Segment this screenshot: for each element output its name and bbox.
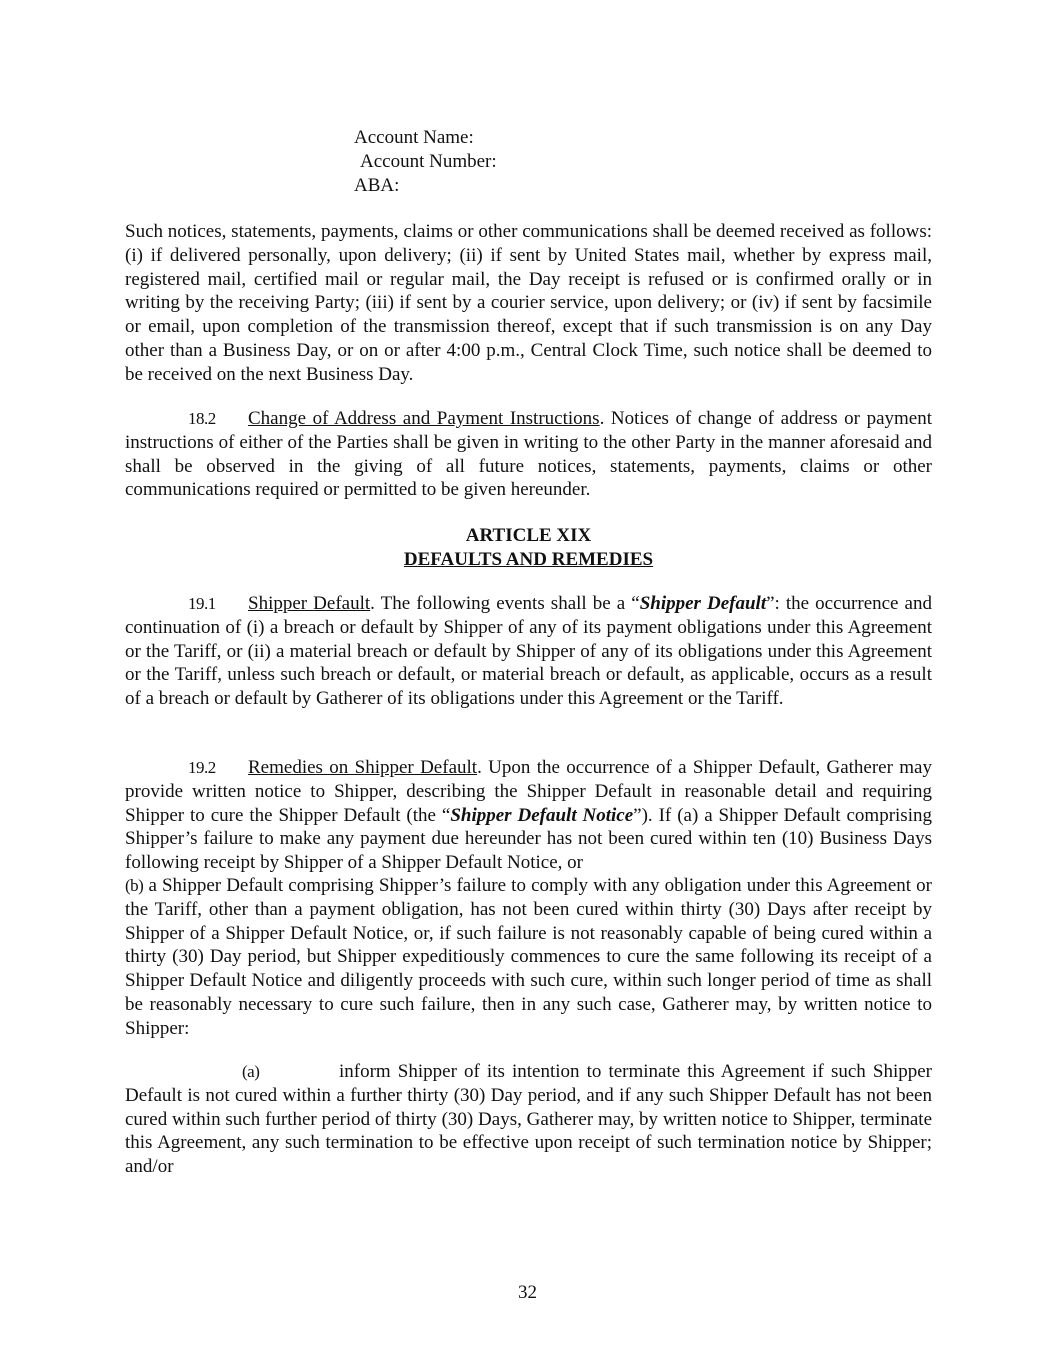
section-number: 19.1	[188, 594, 216, 613]
notices-paragraph: Such notices, statements, payments, claims or other communications shall be deemed received as follows: (i) if delivered personally, upon delivery; (ii) if sent by United States mail, whether by express mail, registered mail, certified mail or regular mail, the Day receipt is refused or is confirmed orally or in writing by the receiving Party; (iii) if sent by a courier service, upon delivery; or (iv) if sent by facsimile or email, upon completion of the transmission thereof, except that if such transmission is on any Day other than a Business Day, or on or after 4:00 p.m., Central Clock Time, such notice shall be deemed to be received on the next Business Day.	[125, 221, 932, 385]
section-18-2	[125, 407, 932, 502]
account-details-block	[354, 126, 497, 198]
section-heading: Remedies on Shipper Default	[248, 757, 478, 778]
section-number: 19.2	[188, 758, 216, 777]
defined-term: Shipper Default	[639, 593, 767, 614]
subsection-label: (a)	[242, 1062, 260, 1081]
section-body-start: . The following events shall be a “	[370, 593, 640, 614]
subsection-a	[125, 1060, 932, 1179]
account-number-label: Account Number:	[360, 151, 497, 172]
account-name-label: Account Name:	[354, 127, 474, 148]
section-19-1	[125, 592, 932, 711]
article-heading: DEFAULTS AND REMEDIES	[403, 548, 654, 570]
clause-b-body: a Shipper Default comprising Shipper’s failure to comply with any obligation under this Agreement or the Tariff, other than a payment obligation, has not been cured within thirty (30) Days after receipt by Shipper of a Shipper Default Notice, or, if such failure is not reasonably capable of being cured within a thirty (30) Day period, but Shipper expeditiously commences to cure the same following its receipt of a Shipper Default Notice and diligently proceeds with such cure, within such longer period of time as shall be reasonably necessary to cure such failure, then in any such case, Gatherer may, by written notice to Shipper:	[125, 875, 932, 1039]
article-title: ARTICLE XIX	[465, 525, 592, 546]
section-19-2-continuation	[125, 874, 932, 1041]
defined-term: Shipper Default Notice	[450, 804, 634, 826]
section-body-start: . Upon the occurrence of a Shipper Default, Gatherer may provide written notice to Shipper, describing the Shipper Default in reasonable detail and requiring Shipper to cure the Shipper Default (the “	[125, 757, 932, 826]
article-header	[125, 524, 932, 572]
section-heading: Shipper Default	[248, 593, 371, 614]
aba-label: ABA:	[354, 175, 400, 196]
section-body-end: ”: the occurrence and continuation of (i) a breach or default by Shipper of any of its payment obligations under this Agreement or the Tariff, or (ii) a material breach or default by Shipper of any of its obligations under this Agreement or the Tariff, unless such breach or default, or material breach or default, as applicable, occurs as a result of a breach or default by Gatherer of its obligations under this Agreement or the Tariff.	[125, 593, 932, 710]
clause-b-label: (b)	[125, 876, 144, 895]
section-number: 18.2	[188, 409, 216, 428]
section-heading: Change of Address and Payment Instructions	[248, 408, 600, 429]
subsection-body: inform Shipper of its intention to terminate this Agreement if such Shipper Default is not cured within a further thirty (30) Day period, and if any such Shipper Default has not been cured within such further period of thirty (30) Days, Gatherer may, by written notice to Shipper, terminate this Agreement, any such termination to be effective upon receipt of such termination notice by Shipper; and/or	[125, 1061, 932, 1178]
section-body-middle: ”). If (a) a Shipper Default comprising Shipper’s failure to make any payment due hereunder has not been cured within ten (10) Business Days following receipt by Shipper of a Shipper Default Notice, or	[125, 804, 932, 874]
section-body: . Notices of change of address or payment instructions of either of the Parties shall be given in writing to the other Party in the manner aforesaid and shall be observed in the giving of all future notices, statements, payments, claims or other communications required or permitted to be given hereunder.	[125, 408, 932, 501]
section-19-2	[125, 756, 932, 875]
page-number: 32	[518, 1282, 537, 1303]
